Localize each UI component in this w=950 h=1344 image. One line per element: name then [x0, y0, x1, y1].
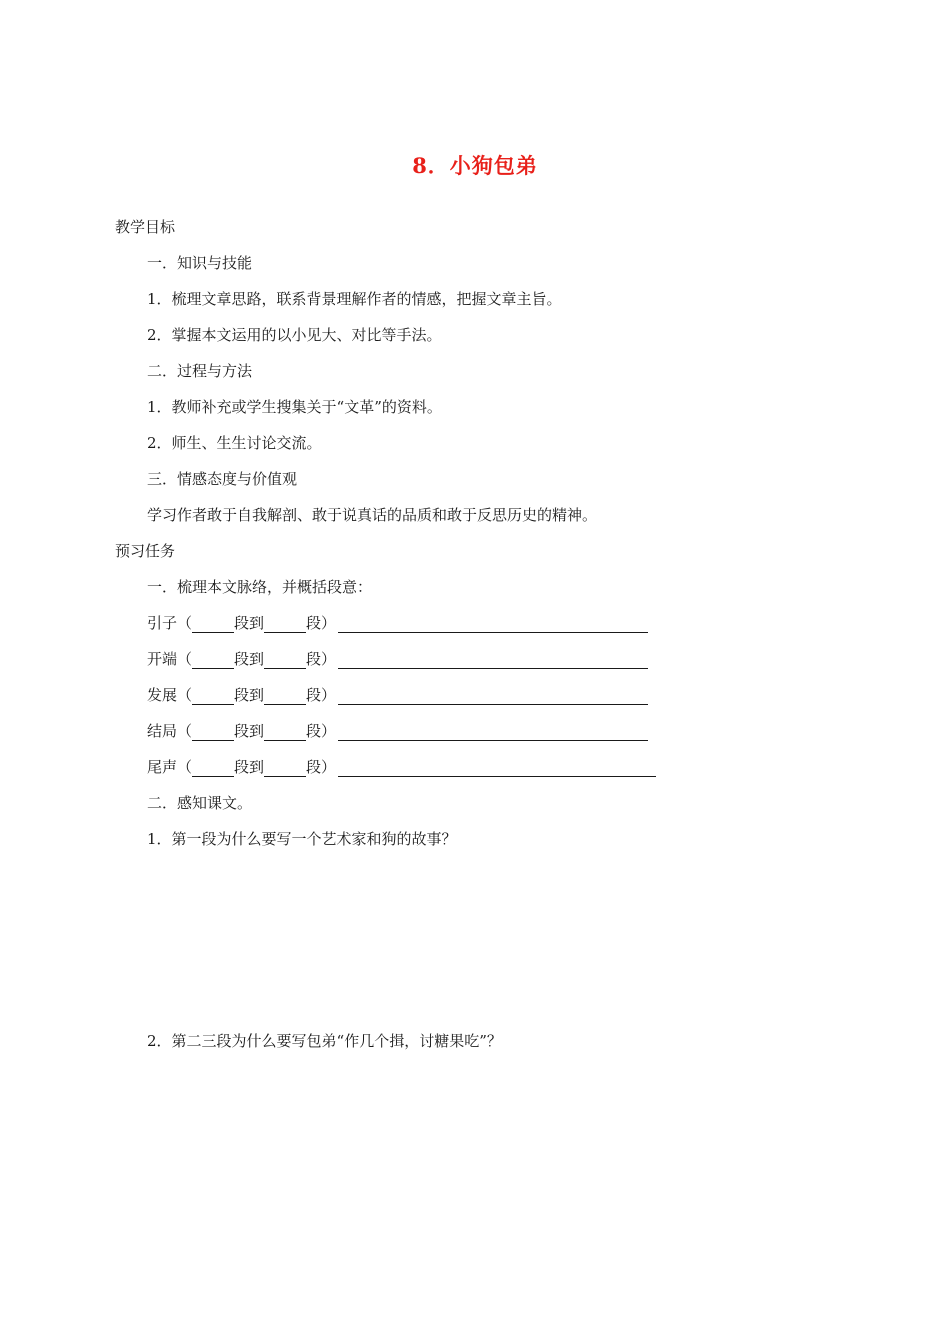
section-2-item-1: 1．教师补充或学生搜集关于“文革”的资料。: [147, 398, 442, 416]
preview-item-1-title: 一．梳理本文脉络，并概括段意：: [147, 578, 373, 596]
row-mid: 段到: [234, 758, 265, 776]
row-label: 尾声（: [147, 758, 193, 776]
blank-start[interactable]: [192, 760, 234, 777]
section-1-item-2: 2．掌握本文运用的以小见大、对比等手法。: [147, 326, 442, 344]
section-3-item-1: 学习作者敢于自我解剖、敢于说真话的品质和敢于反思历史的精神。: [147, 506, 598, 524]
section-2-item-2: 2．师生、生生讨论交流。: [147, 434, 322, 452]
row-mid: 段到: [234, 722, 265, 740]
structure-row: [147, 685, 648, 705]
blank-start[interactable]: [192, 724, 234, 741]
objectives-heading: 教学目标: [115, 218, 176, 236]
structure-row: [147, 757, 656, 777]
row-end: 段）: [306, 650, 337, 668]
preview-item-2-title: 二．感知课文。: [147, 794, 253, 812]
blank-start[interactable]: [192, 652, 234, 669]
row-end: 段）: [306, 614, 337, 632]
question-1: 1．第一段为什么要写一个艺术家和狗的故事？: [147, 830, 457, 848]
blank-summary[interactable]: [338, 616, 648, 633]
blank-start[interactable]: [192, 688, 234, 705]
blank-end[interactable]: [264, 652, 306, 669]
row-end: 段）: [306, 686, 337, 704]
section-3-title: 三．情感态度与价值观: [147, 470, 298, 488]
section-1-title: 一．知识与技能: [147, 254, 253, 272]
blank-end[interactable]: [264, 760, 306, 777]
blank-summary[interactable]: [338, 688, 648, 705]
blank-summary[interactable]: [338, 760, 656, 777]
blank-end[interactable]: [264, 724, 306, 741]
blank-end[interactable]: [264, 688, 306, 705]
blank-summary[interactable]: [338, 652, 648, 669]
row-label: 开端（: [147, 650, 193, 668]
row-label: 发展（: [147, 686, 193, 704]
preview-heading: 预习任务: [115, 542, 176, 560]
structure-row: [147, 721, 648, 741]
structure-row: [147, 649, 648, 669]
structure-row: [147, 613, 648, 633]
row-end: 段）: [306, 722, 337, 740]
row-label: 引子（: [147, 614, 193, 632]
row-mid: 段到: [234, 650, 265, 668]
blank-end[interactable]: [264, 616, 306, 633]
question-2: 2．第二三段为什么要写包弟“作几个揖，讨糖果吃”？: [147, 1032, 502, 1050]
blank-start[interactable]: [192, 616, 234, 633]
page-title: 8．小狗包弟: [412, 153, 538, 178]
row-mid: 段到: [234, 614, 265, 632]
section-1-item-1: 1．梳理文章思路，联系背景理解作者的情感，把握文章主旨。: [147, 290, 562, 308]
row-label: 结局（: [147, 722, 193, 740]
row-mid: 段到: [234, 686, 265, 704]
blank-summary[interactable]: [338, 724, 648, 741]
section-2-title: 二．过程与方法: [147, 362, 253, 380]
row-end: 段）: [306, 758, 337, 776]
